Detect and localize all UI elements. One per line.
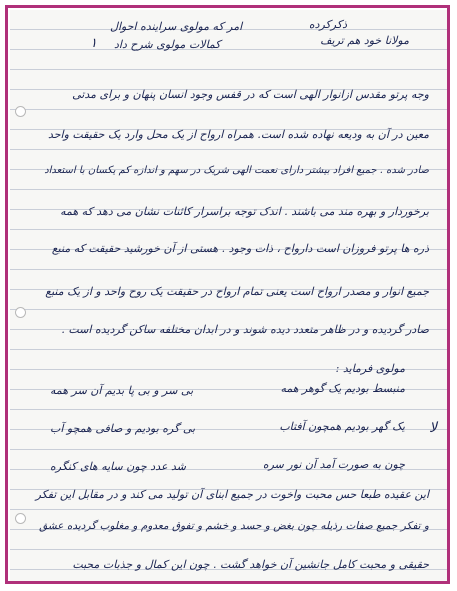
verse-right-hemistich: منبسط بودیم یک گوهر همه: [280, 382, 405, 395]
closing-line: حقیقی و محبت کامل جانشین آن خواهد گشت . چون این کمال و جذبات محبت: [72, 558, 429, 571]
notebook-sheet: [10, 10, 447, 581]
body-line: جمیع انوار و مصدر ارواح است یعنی تمام ارواح در حقیقت یک روح واحد و از یک منبع: [45, 285, 429, 298]
verse-left-hemistich: بی سر و بی پا بدیم آن سر همه: [50, 384, 194, 397]
punch-hole: [15, 307, 26, 318]
punch-hole: [15, 513, 26, 524]
header-center-line-2: کمالات مولوی شرح داد: [114, 38, 221, 51]
verse-left-hemistich: شد عدد چون سایه های کنگره: [50, 460, 187, 473]
punch-hole: [15, 106, 26, 117]
body-line: وجه پرتو مقدس ازانوار الهی است که در قفس وجود انسان پنهان و برای مدتی: [72, 88, 429, 101]
closing-line: این عقیده طبعا حس محبت واخوت در جمیع ابنای آن تولید می کند و در مقابل این تفکر: [35, 488, 429, 501]
body-line: ذره ها پرتو فروزان است دارواح ، ذات وجود . هستی از آن خورشید حقیقت که منبع: [51, 242, 429, 255]
body-line: صادر گردیده و در ظاهر متعدد دیده شوند و در ابدان مختلفه ساکن گردیده است .: [61, 323, 429, 336]
header-top-right: ذکرکرده: [308, 18, 347, 31]
page-number: ۱: [90, 36, 97, 51]
body-line: صادر شده . جمیع افراد بیشتر دارای نعمت الهی شریک در سهم و اندازه کم یکسان با استعداد: [44, 165, 429, 176]
verse-right-hemistich: چون به صورت آمد آن نور سره: [262, 458, 405, 471]
body-line: برخوردار و بهره مند می باشند . اندک توجه براسرار کائنات نشان می دهد که همه: [60, 205, 429, 218]
verse-intro: مولوی فرماید :: [335, 362, 405, 375]
closing-line: و تفکر جمیع صفات رذیله چون بغض و حسد و خشم و تفوق معدوم و مغلوب گردیده عشق: [39, 520, 429, 532]
verse-right-hemistich: یک گهر بودیم همچون آفتاب: [279, 420, 405, 433]
margin-mark: ﻻ: [429, 420, 437, 436]
header-center-line-1: امر که مولوی سراینده احوال: [110, 20, 243, 33]
verse-left-hemistich: بی گره بودیم و صافی همچو آب: [50, 422, 196, 435]
body-line: معین در آن به ودیعه نهاده شده است. همراه ارواح از یک محل وارد یک حقیقت واحد: [47, 128, 429, 141]
header-right-line: مولانا خود هم تریف: [320, 34, 409, 47]
